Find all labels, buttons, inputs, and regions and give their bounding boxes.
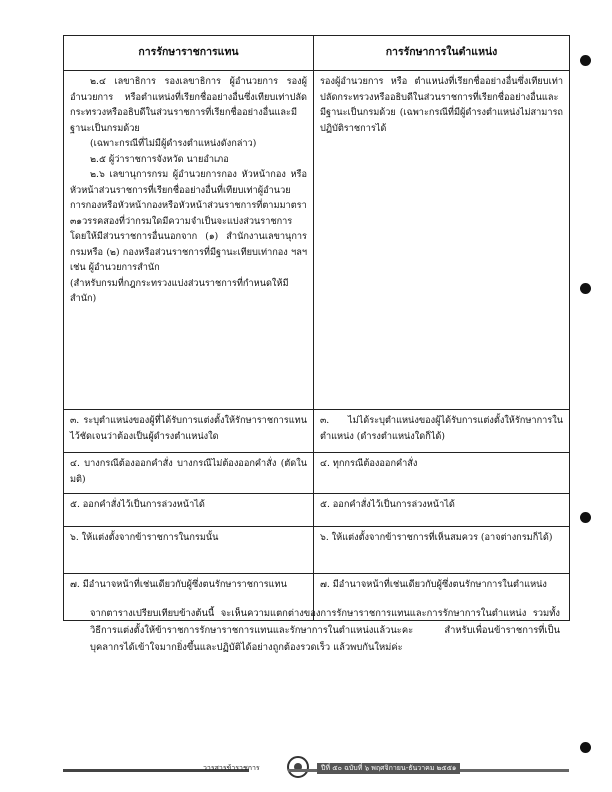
cell-text: ๕. ออกคำสั่งไว้เป็นการล่วงหน้าได้: [320, 499, 455, 510]
table-cell-left: [64, 494, 314, 527]
column-header-acting-position: การรักษาการในตำแหน่ง: [314, 36, 570, 71]
comparison-table: [63, 35, 570, 621]
table-cell-left: [64, 410, 314, 453]
table-cell-left: [64, 527, 314, 574]
column-header-acting-official: การรักษาราชการแทน: [64, 36, 314, 71]
table-cell-left: [64, 71, 314, 410]
table-row: [64, 453, 570, 494]
table-cell-left: [64, 453, 314, 494]
emblem-icon: [287, 756, 309, 778]
cell-text: ๖. ให้แต่งตั้งจากข้าราชการที่เห็นสมควร (อาจต่างกรมก็ได้): [320, 532, 553, 543]
binder-hole: [580, 512, 591, 523]
page-footer: [63, 760, 569, 780]
cell-text: ๗. มีอำนาจหน้าที่เช่นเดียวกับผู้ซึ่งตนรักษาราชการแทน: [70, 579, 287, 590]
footer-issue-info: ปีที่ ๕๐ ฉบับที่ ๖ พฤศจิกายน-ธันวาคม ๒๕๕๑: [317, 763, 460, 774]
cell-text: ๖. ให้แต่งตั้งจากข้าราชการในกรมนั้น: [70, 532, 219, 543]
table-row: [64, 494, 570, 527]
table-cell-right: [314, 527, 570, 574]
table-cell-right: [314, 494, 570, 527]
paragraph: ๒.๕ ผู้ว่าราชการจังหวัด นายอำเภอ: [90, 153, 229, 165]
binder-hole: [580, 742, 591, 753]
paragraph: ๒.๖ เลขานุการกรม ผู้อำนวยการกอง หัวหน้ากอง หรือหัวหน้าส่วนราชการที่เรียกชื่ออย่างอื่นที่เทียบเท่าผู้อำนวยการกองหรือหัวหน้ากองหรือหัวหน้าส่วนราชการที่ตามมาตรา ๓๑วรรคสองที่ว่ากรมใดมีความจำเป็นจะแบ่งส่วนราชการโดยให้มีส่วนราชการอื่นนอกจาก (๑) สำนักงานเลขานุการกรมหรือ (๒) กองหรือส่วนราชการที่มีฐานะเทียบเท่ากอง ฯลฯ เช่น ผู้อำนวยการสำนัก: [70, 169, 307, 273]
table-header-row: [64, 36, 570, 71]
table-cell-right: [314, 453, 570, 494]
table-row: [64, 527, 570, 574]
paragraph: (เฉพาะกรณีที่ไม่มีผู้ดำรงตำแหน่งดังกล่าว): [90, 138, 257, 149]
table-cell-right: [314, 71, 570, 410]
cell-text: ๗. มีอำนาจหน้าที่เช่นเดียวกับผู้ซึ่งตนรักษาการในตำแหน่ง: [320, 579, 547, 590]
table-row: [64, 410, 570, 453]
cell-text: ๓. ระบุตำแหน่งของผู้ที่ได้รับการแต่งตั้งให้รักษาราชการแทนไว้ชัดเจนว่าต้องเป็นผู้ดำรงตำแหน่งใด: [70, 415, 307, 442]
summary-paragraph: จากตารางเปรียบเทียบข้างต้นนี้ จะเห็นความแตกต่างของการรักษาราชการแทนและการรักษาการในตำแหน่ง รวมทั้งวิธีการแต่งตั้งให้ข้าราชการรักษาราชการแทนและรักษาการในตำแหน่งแล้วนะคะ สำหรับเพื่อนข้าราชการที่เป็นบุคลากรได้เข้าใจมากยิ่งขึ้นและปฏิบัติได้อย่างถูกต้องรวดเร็ว แล้วพบกันใหม่ค่ะ: [90, 608, 560, 653]
paragraph: รองผู้อำนวยการ หรือ ตำแหน่งที่เรียกชื่ออย่างอื่นซึ่งเทียบเท่าปลัดกระทรวงหรืออธิบดีในส่วนราชการที่เรียกชื่ออย่างอื่นและมีฐานะเป็นกรมด้วย (เฉพาะกรณีที่มีผู้ดำรงตำแหน่งไม่สามารถปฏิบัติราชการได้: [320, 76, 563, 134]
table-cell-right: [314, 410, 570, 453]
cell-text: ๓. ไม่ได้ระบุตำแหน่งของผู้ได้รับการแต่งตั้งให้รักษาการในตำแหน่ง (ดำรงตำแหน่งใดก็ได้): [320, 415, 563, 442]
footer-journal-name: วารสารข้าราชการ: [203, 764, 260, 772]
cell-text: ๔. บางกรณีต้องออกคำสั่ง บางกรณีไม่ต้องออกคำสั่ง (ตัดในมติ): [70, 458, 307, 485]
cell-text: ๔. ทุกกรณีต้องออกคำสั่ง: [320, 458, 418, 469]
binder-hole: [580, 283, 591, 294]
paragraph: ๒.๔ เลขาธิการ รองเลขาธิการ ผู้อำนวยการ รองผู้อำนวยการ หรือตำแหน่งที่เรียกชื่ออย่างอื่นซึ่งเทียบเท่าปลัดกระทรวงหรืออธิบดีในส่วนราชการที่เรียกชื่ออย่างอื่นและมีฐานะเป็นกรมด้วย: [70, 76, 307, 134]
paragraph: (สำหรับกรมที่กฎกระทรวงแบ่งส่วนราชการที่กำหนดให้มีสำนัก): [70, 277, 289, 304]
binder-hole: [580, 55, 591, 66]
cell-text: ๕. ออกคำสั่งไว้เป็นการล่วงหน้าได้: [70, 499, 205, 510]
table-row: [64, 71, 570, 410]
